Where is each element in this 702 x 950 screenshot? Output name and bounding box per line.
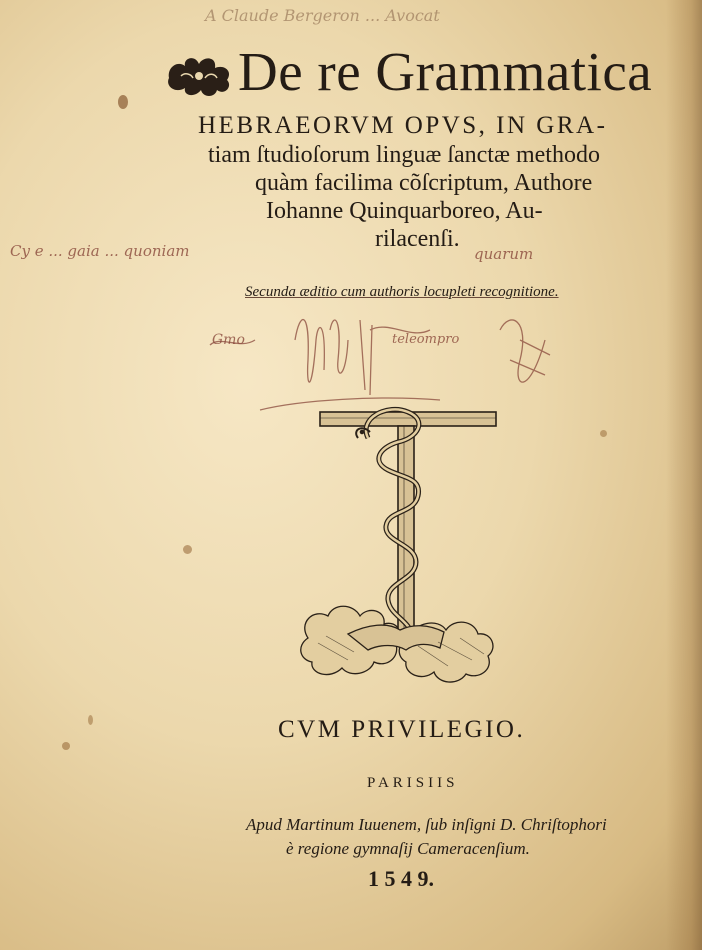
stain — [88, 715, 93, 725]
fleuron-icon — [163, 50, 235, 100]
printer-device-icon — [288, 398, 498, 698]
edition-note: Secunda æditio cum authoris locupleti recognitione. — [245, 284, 559, 300]
handwritten-scribble-mid: teleompro — [392, 332, 460, 347]
stain — [62, 742, 70, 750]
title-line-4: quàm facilima cõſcriptum, Authore — [255, 170, 593, 196]
imprint-city: PARISIIS — [367, 775, 459, 791]
imprint-line-2: è regione gymnaſij Cameracenſium. — [286, 839, 530, 858]
stain — [118, 95, 128, 109]
title-line-2: HEBRAEORVM OPVS, IN GRA- — [198, 112, 608, 139]
title-line-5: Iohanne Quinquarboreo, Au- — [266, 198, 543, 224]
stain — [183, 545, 192, 554]
imprint-year: 1 5 4 9. — [368, 866, 434, 891]
handwritten-note-right: quarum — [474, 245, 534, 263]
handwritten-note-left: Cy e ... gaia ... quoniam — [10, 242, 190, 260]
page-edge-shadow — [666, 0, 702, 950]
title-line-6: rilacenſi. — [375, 226, 460, 252]
handwritten-note-top: A Claude Bergeron ... Avocat — [205, 6, 440, 25]
title-main: De re Grammatica — [238, 41, 653, 102]
privilege-line: CVM PRIVILEGIO. — [278, 716, 526, 743]
imprint-line-1: Apud Martinum Iuuenem, ſub inſigni D. Chriſtophori — [246, 815, 607, 834]
title-line-3: tiam ſtudioſorum linguæ ſanctæ methodo — [208, 142, 600, 168]
handwritten-scribble-left: Gmo — [212, 332, 245, 348]
stain — [600, 430, 607, 437]
